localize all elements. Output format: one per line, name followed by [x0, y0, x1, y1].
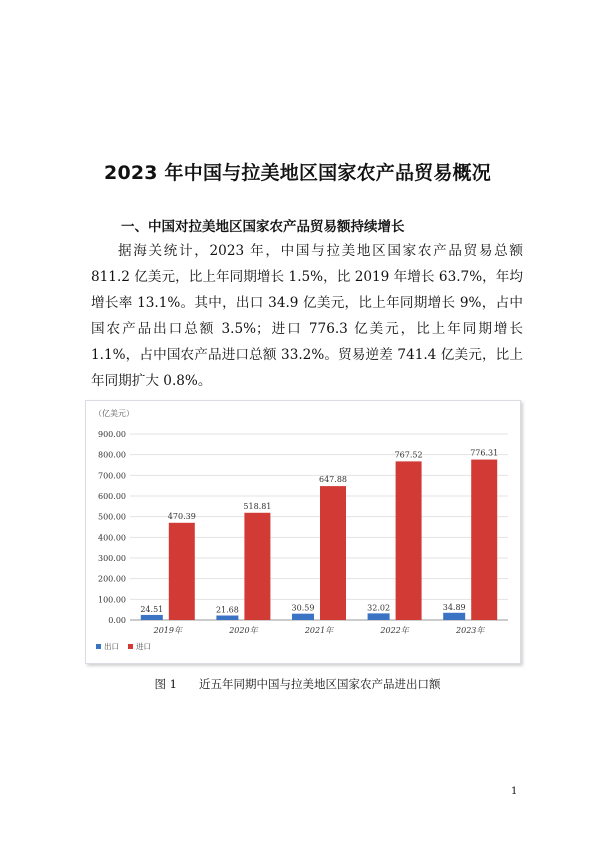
data-label-import: 518.81 — [243, 501, 272, 511]
bar-export — [292, 614, 314, 620]
y-axis-unit: （亿美元） — [94, 409, 134, 418]
page-number: 1 — [511, 786, 518, 797]
y-tick-label: 200.00 — [98, 574, 126, 584]
bar-import — [396, 461, 422, 620]
y-tick-label: 0.00 — [108, 616, 126, 625]
data-label-import: 776.31 — [470, 448, 499, 458]
x-tick-label: 2020年 — [229, 626, 258, 635]
bar-chart-svg — [86, 401, 520, 663]
legend-swatch — [128, 644, 133, 649]
data-label-export: 34.89 — [442, 602, 466, 612]
legend-swatch — [96, 644, 101, 649]
y-tick-label: 900.00 — [98, 430, 126, 439]
bar-export — [368, 613, 390, 620]
bar-chart — [85, 400, 521, 664]
y-tick-label: 800.00 — [98, 450, 126, 460]
data-label-export: 30.59 — [291, 603, 315, 613]
legend-label: 出口 — [104, 642, 119, 651]
document-title: 2023 年中国与拉美地区国家农产品贸易概况 — [104, 162, 491, 184]
bar-import — [471, 460, 497, 620]
x-tick-label: 2023年 — [456, 626, 485, 635]
x-tick-label: 2021年 — [304, 626, 334, 635]
figure-caption-text: 近五年同期中国与拉美地区国家农产品进出口额 — [198, 677, 441, 691]
data-label-import: 647.88 — [319, 475, 347, 485]
y-tick-label: 300.00 — [98, 554, 126, 563]
bar-export — [216, 616, 238, 620]
data-label-import: 767.52 — [394, 450, 423, 460]
body-paragraph: 据海关统计，2023 年，中国与拉美地区国家农产品贸易总额 811.2 亿美元，比上年同期增长 1.5%，比 2019 年增长 63.7%，年均增长率 13.1%。其中，出口 34.9 亿美元，比上年同期增长 9%，占中国农产品出口总额 3.5%；进口 776.3 亿美元，比上年同期增长 1.1%，占中国农产品进口总额 33.2%。贸易逆差 741.4 亿美元，比上年同期扩大 0.8%。 — [91, 243, 523, 389]
bar-export — [443, 613, 465, 620]
x-tick-label: 2022年 — [380, 626, 409, 635]
section-heading: 一、中国对拉美地区国家农产品贸易额持续增长 — [121, 219, 405, 235]
figure-label: 图 1 — [154, 677, 177, 691]
y-tick-label: 700.00 — [98, 471, 126, 481]
data-label-export: 24.51 — [140, 604, 164, 614]
x-tick-label: 2019年 — [153, 626, 182, 635]
y-tick-label: 500.00 — [98, 512, 126, 522]
bar-import — [244, 513, 270, 620]
y-tick-label: 600.00 — [98, 492, 126, 501]
bar-import — [320, 486, 346, 620]
figure-caption — [0, 676, 595, 692]
data-label-import: 470.39 — [167, 511, 196, 521]
data-label-export: 32.02 — [367, 603, 391, 613]
bar-import — [169, 523, 195, 620]
data-label-export: 21.68 — [215, 605, 239, 615]
y-tick-label: 100.00 — [98, 595, 126, 605]
y-tick-label: 400.00 — [98, 533, 126, 543]
bar-export — [141, 615, 163, 620]
legend-label: 进口 — [136, 642, 151, 651]
